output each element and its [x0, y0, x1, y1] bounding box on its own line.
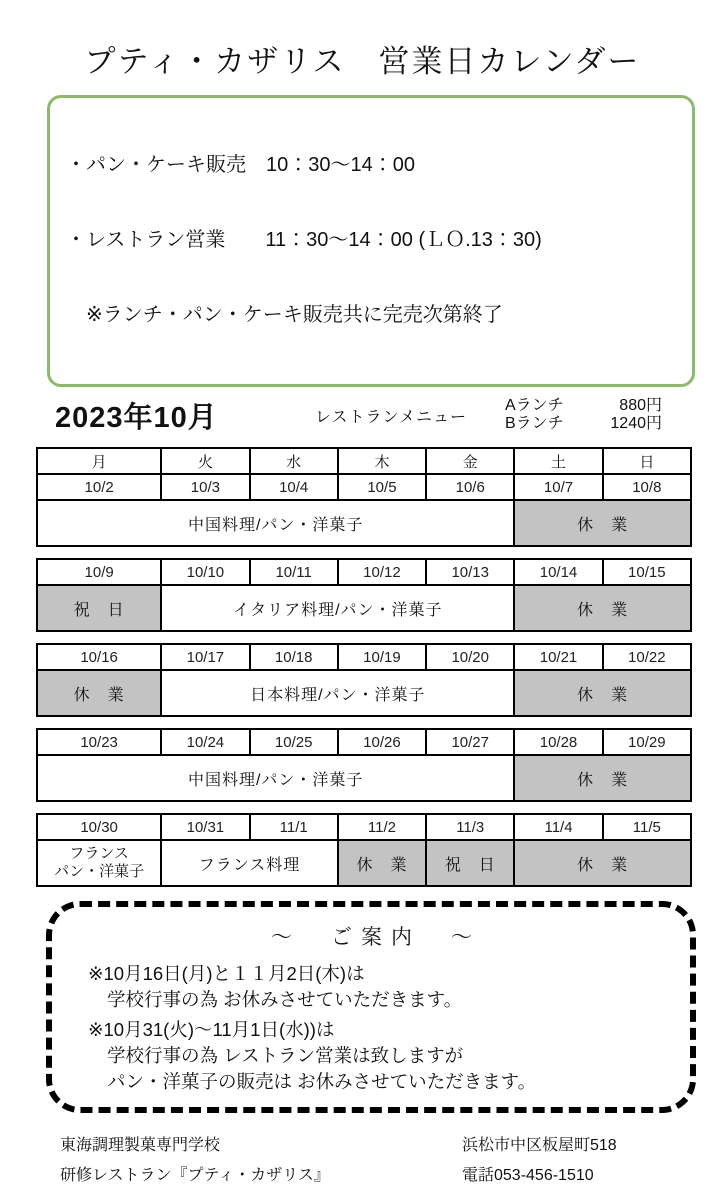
day-of-week-header-cell: 月	[37, 448, 161, 474]
date-cell: 10/23	[37, 729, 161, 755]
notice-note-line: パン・洋菓子の販売は お休みさせていただきます。	[107, 1071, 537, 1092]
date-cell: 11/3	[426, 814, 514, 840]
date-cell: 10/26	[338, 729, 426, 755]
date-cell: 10/12	[338, 559, 426, 585]
closed-day-cell: 休 業	[514, 755, 691, 801]
lunch-menu-prices	[505, 397, 662, 433]
menu-of-week-cell: フランス パン・洋菓子	[37, 840, 161, 886]
date-cell: 10/16	[37, 644, 161, 670]
day-of-week-header-cell: 日	[603, 448, 691, 474]
notice-note-line: 学校行事の為 レストラン営業は致しますが	[107, 1045, 464, 1066]
closed-day-cell: 休 業	[37, 670, 161, 716]
date-cell: 10/8	[603, 474, 691, 500]
hours-line-restaurant: ・レストラン営業 11：30～14：00 (ＬＯ.13：30)	[66, 229, 542, 251]
date-cell: 11/2	[338, 814, 426, 840]
date-cell: 10/19	[338, 644, 426, 670]
date-cell: 11/1	[250, 814, 338, 840]
notice-note	[88, 1017, 664, 1095]
closed-day-cell: 休 業	[514, 840, 691, 886]
date-cell: 10/14	[514, 559, 602, 585]
date-cell: 10/17	[161, 644, 249, 670]
closed-day-cell: 祝 日	[426, 840, 514, 886]
day-of-week-header-cell: 火	[161, 448, 249, 474]
footer	[0, 1131, 725, 1191]
month-label: 2023年10月	[55, 402, 218, 434]
month-header-row	[36, 395, 725, 447]
menu-of-week-cell: 中国料理/パン・洋菓子	[37, 500, 514, 546]
menu-of-week-cell: フランス料理	[161, 840, 338, 886]
week-table	[36, 558, 692, 632]
menu-of-week-cell: イタリア料理/パン・洋菓子	[161, 585, 514, 631]
notice-notes	[88, 961, 664, 1095]
footer-contact-info	[462, 1131, 617, 1191]
date-cell: 10/27	[426, 729, 514, 755]
date-cell: 10/11	[250, 559, 338, 585]
day-of-week-header-cell: 金	[426, 448, 514, 474]
week-table	[36, 728, 692, 802]
date-cell: 11/5	[603, 814, 691, 840]
menu-item-b-lunch	[505, 415, 662, 433]
closed-day-cell: 休 業	[514, 670, 691, 716]
calendar	[36, 447, 692, 887]
day-of-week-header-cell: 水	[250, 448, 338, 474]
flyer-page	[0, 42, 725, 1184]
closed-day-cell: 祝 日	[37, 585, 161, 631]
menu-of-week-cell: 日本料理/パン・洋菓子	[161, 670, 514, 716]
notice-note-line: ※10月31(火)～11月1日(水))は	[88, 1019, 335, 1040]
date-cell: 10/20	[426, 644, 514, 670]
date-cell: 10/10	[161, 559, 249, 585]
day-of-week-header-cell: 土	[514, 448, 602, 474]
menu-item-price: 880円	[619, 397, 662, 414]
closed-day-cell: 休 業	[338, 840, 426, 886]
notice-box	[46, 901, 696, 1113]
address: 浜松市中区板屋町518	[462, 1137, 617, 1154]
footer-school-info	[60, 1131, 462, 1191]
notice-title: ～ ご案内 ～	[271, 926, 481, 949]
notice-note	[88, 961, 664, 1013]
date-cell: 10/2	[37, 474, 161, 500]
menu-item-a-lunch	[505, 397, 662, 415]
date-cell: 10/18	[250, 644, 338, 670]
restaurant-name: 研修レストラン『プティ・カザリス』	[60, 1167, 330, 1184]
date-cell: 10/28	[514, 729, 602, 755]
menu-item-name: Aランチ	[505, 397, 564, 414]
week-table	[36, 447, 692, 547]
date-cell: 10/22	[603, 644, 691, 670]
date-cell: 10/5	[338, 474, 426, 500]
hours-line-soldout-note: ※ランチ・パン・ケーキ販売共に完売次第終了	[66, 304, 503, 326]
menu-of-week-cell: 中国料理/パン・洋菓子	[37, 755, 514, 801]
business-hours-box	[47, 95, 695, 387]
date-cell: 10/25	[250, 729, 338, 755]
closed-day-cell: 休 業	[514, 500, 691, 546]
date-cell: 10/4	[250, 474, 338, 500]
page-title: プティ・カザリス 営業日カレンダー	[84, 44, 641, 79]
date-cell: 10/9	[37, 559, 161, 585]
date-cell: 10/21	[514, 644, 602, 670]
phone-number: 電話053-456-1510	[462, 1167, 594, 1184]
week-table	[36, 643, 692, 717]
menu-item-name: Bランチ	[505, 415, 564, 432]
school-name: 東海調理製菓専門学校	[60, 1137, 221, 1154]
notice-note-line: ※10月16日(月)と１１月2日(木)は	[88, 963, 365, 984]
week-table	[36, 813, 692, 887]
hours-line-bread-cake: ・パン・ケーキ販売 10：30～14：00	[66, 154, 415, 176]
date-cell: 11/4	[514, 814, 602, 840]
closed-day-cell: 休 業	[514, 585, 691, 631]
date-cell: 10/24	[161, 729, 249, 755]
date-cell: 10/15	[603, 559, 691, 585]
day-of-week-header-cell: 木	[338, 448, 426, 474]
date-cell: 10/31	[161, 814, 249, 840]
date-cell: 10/6	[426, 474, 514, 500]
date-cell: 10/29	[603, 729, 691, 755]
date-cell: 10/3	[161, 474, 249, 500]
date-cell: 10/7	[514, 474, 602, 500]
restaurant-menu-label: レストランメニュー	[315, 409, 468, 426]
notice-note-line: 学校行事の為 お休みさせていただきます。	[107, 989, 463, 1010]
menu-item-price: 1240円	[610, 415, 662, 432]
date-cell: 10/13	[426, 559, 514, 585]
date-cell: 10/30	[37, 814, 161, 840]
